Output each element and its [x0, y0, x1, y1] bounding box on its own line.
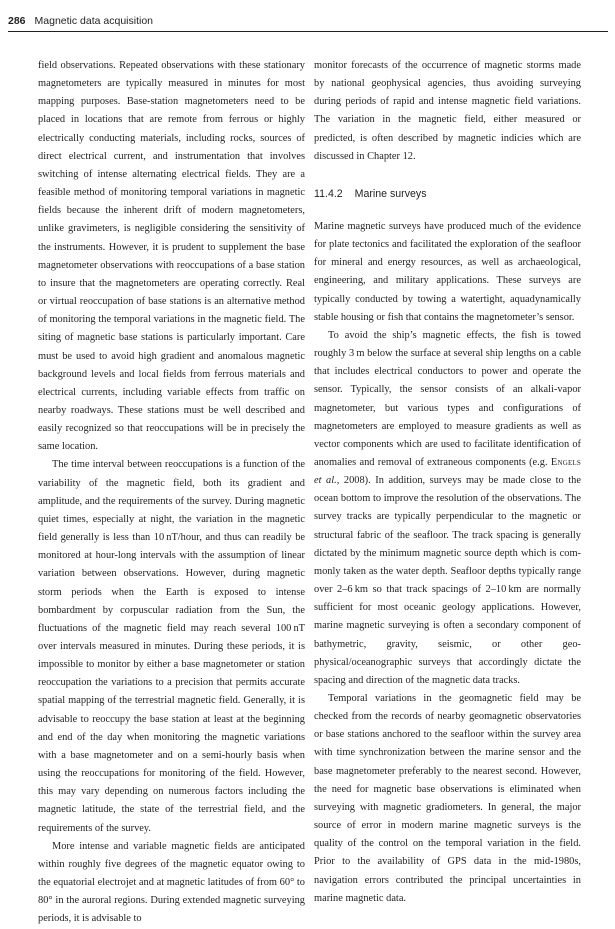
running-title: Magnetic data acquisition: [34, 15, 154, 27]
section-heading: [314, 187, 581, 202]
towed-fish-text-a: To avoid the ship’s magnetic effects, the fish is towed roughly 3 m below the surface at several ship lengths on a cable that includes electrical conductors to power and operate the sensor. Typically, the sensor consists of an alkali-vapor magnetometer, but various types and configurations of magnetometers are employed to measure gradients as well as vector components which are used to facilitate identification of anomalies and removal of extraneous components (e.g.: [314, 329, 581, 468]
section-title: Marine surveys: [354, 187, 427, 200]
left-column: [38, 57, 305, 929]
paragraph-magnetic-storms: monitor forecasts of the occurrence of magnetic storms made by national geophysical agencies, thus avoiding surveying during periods of rapid and intense magnetic field variations. The variation in the magnetic field, either measured or predicted, is often described by magnetic indicies which are discussed in Chapter 12.: [314, 60, 581, 162]
citation-etal: et al.: [314, 475, 337, 487]
paragraph-marine-overview: Marine magnetic surveys have produced much of the evidence for plate tectonics and facilitated the exploration of the seafloor for mineral and energy resources, as well as archaeological, engineering, and military applications. These surveys are typically conducted by towing a watertight, aquadynamically stable housing or fish that contains the magnetometer’s sensor.: [314, 220, 581, 323]
section-number: 11.4.2: [314, 187, 343, 200]
right-column: [314, 57, 581, 908]
running-head: [8, 11, 608, 31]
paragraph-intense-fields: More intense and variable magnetic fields are anticipated within roughly five degrees of the magnetic equator owing to the equatorial electrojet and at magnetic latitudes of from 60° to 80° in the auroral regions. During extended magnetic surveying periods, it is advisable to: [38, 840, 305, 925]
citation-year: , 2008). In addition,: [336, 475, 426, 487]
towed-fish-text-b: surveys may be made close to the ocean bottom to improve the resolution of the observations. The survey tracks are typically perpendicular to the magnetic or structural fabric of the seafloor. The track spacing is generally dictated by the minimum magnetic source depth which is commonly taken as the water depth. Seafloor depths typically range over 2–6 km so that track spacings of 2–10 km are normally sufficient for most oceanic geology applications. However, marine magnetic surveying is often a secondary component of bathymetric, gravity, seismic, or other geophysical/oceanographic surveys that accordingly dictate the spacing and direction of the magnetic data tracks.: [314, 475, 581, 686]
paragraph-base-stations: field observations. Repeated observations with these stationary magnetometers are typically measured in minutes for most mapping purposes. Base-station magnetometers need to be placed in locations that are remote from ferrous or highly electrically conducting materials, including rocks, sources of direct electrical current, and instrumentation that involves switching of intense alternating electrical fields. They are a feasible method of monitoring temporal variations in magnetic fields because the inherent drift of modern magnetometers, unlike gravimeters, is negligible considering the sensitivity of the instruments. However, it is prudent to supplement the base magnetometer observations with reoccupations of a base station to insure that the magnetometers are operating correctly. Real or virtual reoccupation of base stations is an alternative method of monitoring the temporal variations in the magnetic field. The siting of magnetic base stations is particularly important. Care must be used to avoid high gradient and anomalous magnetic background levels and local fields from ferrous materials and electrical currents, including variable effects from traffic on nearby roadways. These stations must be well described and easily recognized so that reoccupations will be in precisely the same location.: [38, 60, 305, 453]
paragraph-towed-fish: [314, 327, 581, 690]
paragraph-temporal-variations: Temporal variations in the geomagnetic field may be checked from the records of nearby geomagnetic observatories or base stations anchored to the seafloor within the survey area with time synchronization between the marine sensor and the base magnetometer preferably to the nearest second. However, the need for magnetic base observations is eliminated when surveying with magnetic gradiometers. In general, the major source of error in modern marine magnetic surveys is the quality of the control on the temporal variation in the field. Prior to the availability of GPS data in the mid-1980s, navigation errors contributed the principal uncertainties in marine magnetic data.: [314, 693, 581, 904]
page-number: 286: [8, 15, 26, 27]
header-rule: [8, 31, 608, 32]
citation-author: Engels: [550, 456, 581, 468]
paragraph-reoccupation-interval: The time interval between reoccupations is a function of the variability of the magnetic field, both its gradient and amplitude, and the requirements of the survey. During magnetic quiet times, especially at night, the variation in the magnetic field generally is less than 10 nT/hour, and thus can readily be monitored at hour-long intervals with the assumption of linear variation between observations. However, during magnetic storm periods when the Earth is exposed to intense bombardment by corpuscular radiation from the Sun, the fluctuations of the magnetic field may reach several 100 nT over intervals measured in minutes. During these periods, it is impossible to monitor by either a base magnetometer or station reoccupation the variations to a precision that permits accurate spatial mapping of the terrestrial magnetic field. Generally, it is advisable to reoccupy the base station at least at the beginning and end of the day when monitoring the magnetic variations with a base magnetometer and on a semi-hourly basis when using the reoccupations for monitoring of the field. However, this may vary depending on numerous factors including the magnetic latitude, the state of the terrestrial field, and the requirements of the survey.: [38, 459, 305, 834]
